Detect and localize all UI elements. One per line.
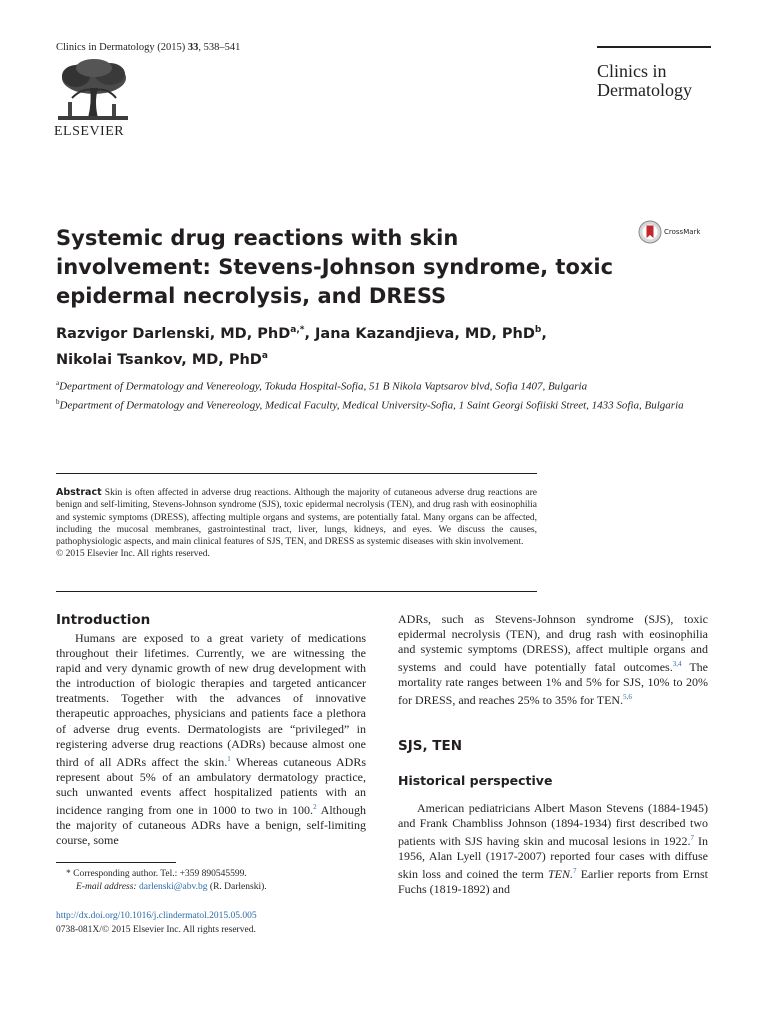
intro-text: Whereas cutaneous ADRs represent about 5% of an ambulatory dermatology practice, such unwanted events affect hospitalized patients with an incidence ranging from one in 1000 to two in 100. [56, 754, 366, 818]
author-separator: , [304, 325, 316, 342]
crossmark-icon [638, 220, 662, 244]
email-owner: (R. Darlenski). [207, 882, 267, 892]
history-text: American pediatricians Albert Mason Stevens (1884-1945) and Frank Chambliss Johnson (1894-1934) first described two patients with SJS having skin and mucosal lesions in 1922. [398, 801, 708, 849]
issn-copyright: 0738-081X/© 2015 Elsevier Inc. All rights reserved. [56, 925, 256, 935]
crossmark-label: CrossMark [664, 228, 701, 236]
journal-citation [56, 42, 240, 53]
reference-link[interactable]: 3,4 [672, 660, 682, 669]
footnote-marker: * [66, 869, 74, 879]
author-list [56, 319, 696, 371]
affiliation-list [56, 376, 712, 414]
footnote-line [56, 881, 356, 894]
introduction-paragraph [56, 631, 366, 848]
citation-pages: , 538–541 [198, 42, 241, 53]
journal-name-line2: Dermatology [597, 80, 692, 100]
reference-link[interactable]: 2 [313, 803, 317, 812]
abstract-text: Skin is often affected in adverse drug reactions. Although the majority of cutaneous adverse drug reactions are benign and self-limiting, Stevens-Johnson syndrome (SJS), toxic epidermal necrolysis (TEN), and drug rash with eosinophilia and systemic symptoms (DRESS), affecting multiple organs and systems, are potentially fatal. Many organs can be affected, including the mucosal membranes, gastrointestinal tract, liver, lungs, kidneys, and eyes. We discuss the causes, pathophysiologic aspects, and main clinical features of SJS, TEN, and DRESS as systemic diseases with skin involvement. [56, 488, 537, 548]
author-name: Razvigor Darlenski, MD, PhD [56, 325, 291, 342]
historical-perspective-heading: Historical perspective [398, 773, 553, 788]
author-affil-mark: a,* [290, 325, 305, 335]
reference-link[interactable]: 1 [227, 754, 231, 763]
historical-perspective-paragraph [398, 801, 708, 898]
doi-link[interactable]: http://dx.doi.org/10.1016/j.clindermatol.2015.05.005 [56, 911, 257, 921]
reference-link[interactable]: 7 [690, 834, 694, 843]
history-text: In 1956, Alan Lyell (1917-2007) reported four cases with diffuse skin loss and coined the term [398, 834, 708, 882]
abstract-rule-bottom [56, 591, 537, 592]
abstract-copyright: © 2015 Elsevier Inc. All rights reserved. [56, 549, 210, 560]
journal-rule [597, 46, 711, 48]
abstract-label: Abstract [56, 487, 102, 498]
affiliation-item [56, 376, 712, 395]
elsevier-tree-logo [54, 58, 132, 129]
author-name: Jana Kazandjieva, MD, PhD [315, 325, 535, 342]
email-label: E-mail address: [76, 882, 139, 892]
affiliation-text: Department of Dermatology and Venereology, Tokuda Hospital-Sofia, 51 B Nikola Vaptsarov blvd, Sofia 1407, Bulgaria [59, 380, 588, 393]
reference-link[interactable]: 5,6 [623, 693, 632, 702]
author-name: Nikolai Tsankov, MD, PhD [56, 351, 262, 368]
intro-text: The mortality rate ranges between 1% and 5% for SJS, 10% to 20% for DRESS, and reaches 25% to 35% for TEN. [398, 660, 708, 708]
journal-name-line1: Clinics in [597, 61, 667, 81]
corresponding-author-footnote [56, 868, 356, 894]
introduction-continued [398, 612, 708, 709]
affiliation-text: Department of Dermatology and Venereology, Medical Faculty, Medical University-Sofia, 1 Saint Georgi Sofiiski Street, 1433 Sofia, Bulgaria [59, 399, 684, 412]
article-title: Systemic drug reactions with skin involvement: Stevens-Johnson syndrome, toxic epidermal necrolysis, and DRESS [56, 226, 614, 308]
affiliation-mark: b [56, 398, 60, 407]
ten-term: TEN. [547, 867, 573, 882]
intro-text: ADRs, such as Stevens-Johnson syndrome (SJS), toxic epidermal necrolysis (TEN), and drug rash with eosinophilia and systemic symptoms (DRESS), affect multiple organs and systems and could have potentially fatal outcomes. [398, 612, 708, 675]
email-link[interactable]: darlenski@abv.bg [138, 882, 208, 892]
introduction-heading: Introduction [56, 612, 151, 628]
citation-volume: 33 [187, 42, 199, 53]
abstract-block [56, 487, 537, 561]
intro-text: Although the majority of cutaneous ADRs have a benign, self-limiting course, some [56, 803, 366, 848]
footnote-rule [56, 862, 176, 863]
citation-journal: Clinics in Dermatology (2015) [56, 42, 188, 53]
footnote-corresponding: Corresponding author. Tel.: +359 890545599. [73, 869, 247, 879]
footnote-line [56, 868, 356, 881]
journal-name [597, 62, 692, 100]
author-affil-mark: a [261, 350, 268, 361]
author-separator: , [541, 325, 547, 342]
author-affil-mark: b [534, 325, 542, 335]
crossmark-badge[interactable] [638, 220, 700, 244]
intro-text: Humans are exposed to a great variety of medications throughout their lifetimes. Currently, we are witnessing the rapid and very dynamic growth of new drug development with the introduction of biologic therapies and targeted anticancer treatments. Together with the advances of innovative therapeutic approaches, physicians and patients face a plethora of adverse drug events. Dermatologists are “privileged” in registering adverse drug reactions (ADRs) because almost one third of all ADRs affect the skin. [56, 631, 366, 769]
sjs-ten-heading: SJS, TEN [398, 738, 463, 754]
abstract-rule-top [56, 473, 537, 474]
reference-link[interactable]: 7 [573, 867, 577, 876]
affiliation-item [56, 395, 712, 414]
publisher-name: ELSEVIER [54, 124, 125, 139]
affiliation-mark: a [56, 379, 60, 387]
history-text: Earlier reports from Ernst Fuchs (1819-1892) and [398, 867, 709, 897]
